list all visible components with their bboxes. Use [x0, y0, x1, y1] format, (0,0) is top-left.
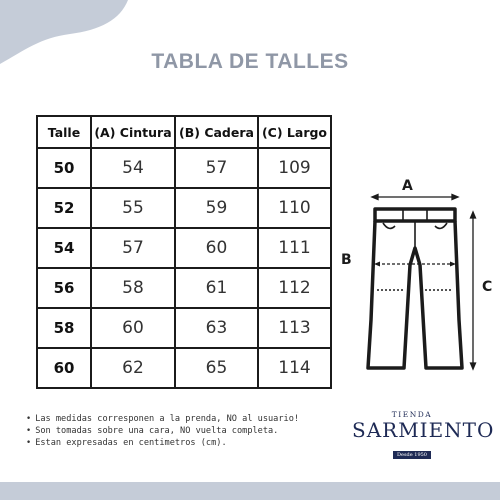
table-row	[37, 148, 331, 188]
logo-name: SARMIENTO	[352, 418, 495, 442]
waist-cell: 60	[91, 308, 175, 348]
page-title: TABLA DE TALLES	[151, 50, 349, 73]
size-table	[36, 115, 332, 389]
note-item: • Estan expresadas en centimetros (cm).	[26, 437, 299, 449]
length-cell: 114	[258, 348, 331, 388]
length-cell: 113	[258, 308, 331, 348]
dimension-label-c: C	[482, 279, 493, 295]
logo-tagline: Desde 1950	[393, 451, 431, 459]
note-item: • Son tomadas sobre una cara, NO vuelta completa.	[26, 425, 299, 437]
hip-cell: 61	[175, 268, 258, 308]
hip-cell: 59	[175, 188, 258, 228]
length-cell: 110	[258, 188, 331, 228]
hip-cell: 65	[175, 348, 258, 388]
waist-arrow	[372, 195, 458, 200]
pants-diagram	[355, 170, 495, 375]
size-cell: 58	[37, 308, 91, 348]
table-header-row	[37, 116, 331, 148]
table-row	[37, 268, 331, 308]
length-cell: 109	[258, 148, 331, 188]
brand-logo	[352, 410, 495, 460]
table-row	[37, 228, 331, 268]
column-header: (A) Cintura	[91, 116, 175, 148]
column-header: Talle	[37, 116, 91, 148]
size-cell: 50	[37, 148, 91, 188]
length-cell: 111	[258, 228, 331, 268]
hip-cell: 63	[175, 308, 258, 348]
bottom-band	[0, 482, 500, 500]
hip-cell: 60	[175, 228, 258, 268]
table-row	[37, 188, 331, 228]
size-cell: 52	[37, 188, 91, 228]
notes-list	[26, 413, 299, 449]
column-header: (C) Largo	[258, 116, 331, 148]
hip-cell: 57	[175, 148, 258, 188]
length-cell: 112	[258, 268, 331, 308]
size-cell: 60	[37, 348, 91, 388]
dimension-label-b: B	[341, 252, 352, 268]
waist-cell: 55	[91, 188, 175, 228]
column-header: (B) Cadera	[175, 116, 258, 148]
table-row	[37, 348, 331, 388]
waist-cell: 54	[91, 148, 175, 188]
size-cell: 56	[37, 268, 91, 308]
waist-cell: 57	[91, 228, 175, 268]
waist-cell: 62	[91, 348, 175, 388]
logo-top-text: TIENDA	[391, 410, 433, 419]
size-cell: 54	[37, 228, 91, 268]
table-row	[37, 308, 331, 348]
waist-cell: 58	[91, 268, 175, 308]
dimension-label-a: A	[402, 178, 413, 194]
note-item: • Las medidas corresponen a la prenda, NO al usuario!	[26, 413, 299, 425]
length-arrow	[471, 212, 476, 369]
hip-arrow	[374, 262, 456, 267]
